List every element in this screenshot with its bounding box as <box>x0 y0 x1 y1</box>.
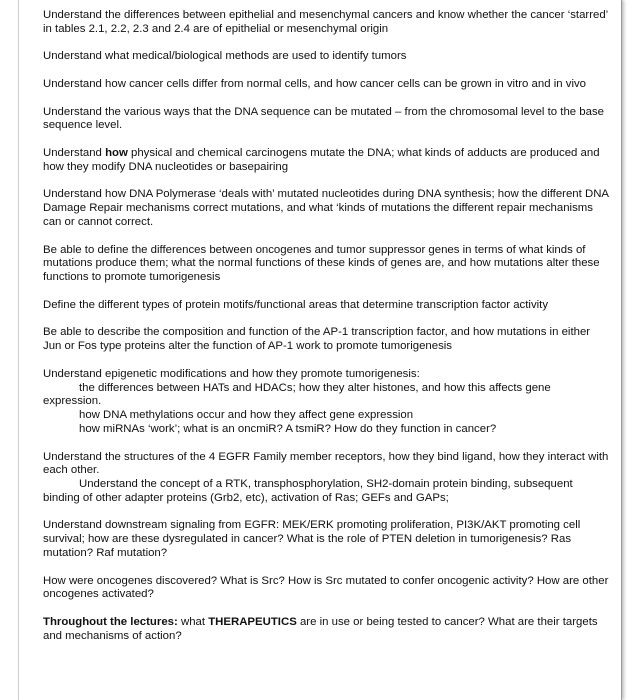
carcinogens-text-end: physical and chemical carcinogens mutate the DNA; what kinds of adducts are produced and how they modify DNA nucleotides or basepairing <box>43 146 600 173</box>
therapeutics-text-end: are in use or being tested to cancer? What are their targets and mechanisms of action? <box>43 616 598 642</box>
objective-egfr-signaling: Understand downstream signaling from EGFR: MEK/ERK promoting proliferation, PI3K/AKT promoting cell survival; how are these dysregulated in cancer? What is the role of PTEN deletion in tumorigenesis? Ras mutation? Raf mutation? <box>43 519 581 560</box>
objective-carcinogens <box>43 147 609 175</box>
therapeutics-text-mid: what <box>177 616 209 629</box>
carcinogens-text-start: Understand <box>43 146 106 159</box>
epigenetics-intro: Understand epigenetic modifications and how they promote tumorigenesis: <box>43 367 420 380</box>
objective-therapeutics <box>43 616 609 644</box>
therapeutics-emphasis: THERAPEUTICS <box>208 616 297 629</box>
objective-epithelial-mesenchymal: Understand the differences between epithelial and mesenchymal cancers and know whether the cancer ‘starred’ in tables 2.1, 2.2, 2.3 and 2.4 are of epithelial or mesenchymal origin <box>43 9 608 35</box>
document-page <box>18 0 622 700</box>
egfr-rtk-concept: Understand the concept of a RTK, transphosphorylation, SH2-domain protein binding, subsequent binding of other adapter proteins (Grb2, etc), activation of Ras; GEFs and GAPs; <box>43 478 573 504</box>
objective-oncogene-discovery: How were oncogenes discovered? What is Src? How is Src mutated to confer oncogenic activity? How are other oncogenes activated? <box>43 574 609 601</box>
objective-egfr-structure <box>43 451 609 506</box>
objective-epigenetics <box>43 368 609 437</box>
epigenetics-mirnas: how miRNAs ‘work’; what is an oncmiR? A tsmiR? How do they function in cancer? <box>79 422 497 435</box>
objective-oncogenes-tsgs: Be able to define the differences between oncogenes and tumor suppressor genes in terms of what kinds of mutations produce them; what the normal functions of these kinds of genes are, and how mutations alter these functions to promote tumorigenesis <box>43 243 600 284</box>
carcinogens-emphasis: how <box>105 146 128 159</box>
objective-dna-mutation: Understand the various ways that the DNA sequence can be mutated – from the chromosomal level to the base sequence level. <box>43 105 604 132</box>
objective-identify-tumors: Understand what medical/biological methods are used to identify tumors <box>43 50 407 63</box>
objective-dna-repair: Understand how DNA Polymerase ‘deals with’ mutated nucleotides during DNA synthesis; how the different DNA Damage Repair mechanisms correct mutations, and what ‘kinds of mutations the different repair mechanisms can or cannot correct. <box>43 188 609 228</box>
objective-cancer-vs-normal-cells: Understand how cancer cells differ from normal cells, and how cancer cells can be grown in vitro and in vivo <box>43 77 587 90</box>
epigenetics-hats-hdacs: the differences between HATs and HDACs; how they alter histones, and how this affects gene expression. <box>43 381 551 408</box>
objective-protein-motifs: Define the different types of protein motifs/functional areas that determine transcription factor activity <box>43 298 549 311</box>
objective-ap1: Be able to describe the composition and function of the AP-1 transcription factor, and how mutations in either Jun or Fos type proteins alter the function of AP-1 work to promote tumorigenesis <box>43 326 591 353</box>
epigenetics-dna-methylation: how DNA methylations occur and how they affect gene expression <box>79 409 414 422</box>
egfr-intro: Understand the structures of the 4 EGFR Family member receptors, how they bind ligand, how they interact with each other. <box>43 450 609 477</box>
therapeutics-lead-in: Throughout the lectures: <box>43 616 178 629</box>
